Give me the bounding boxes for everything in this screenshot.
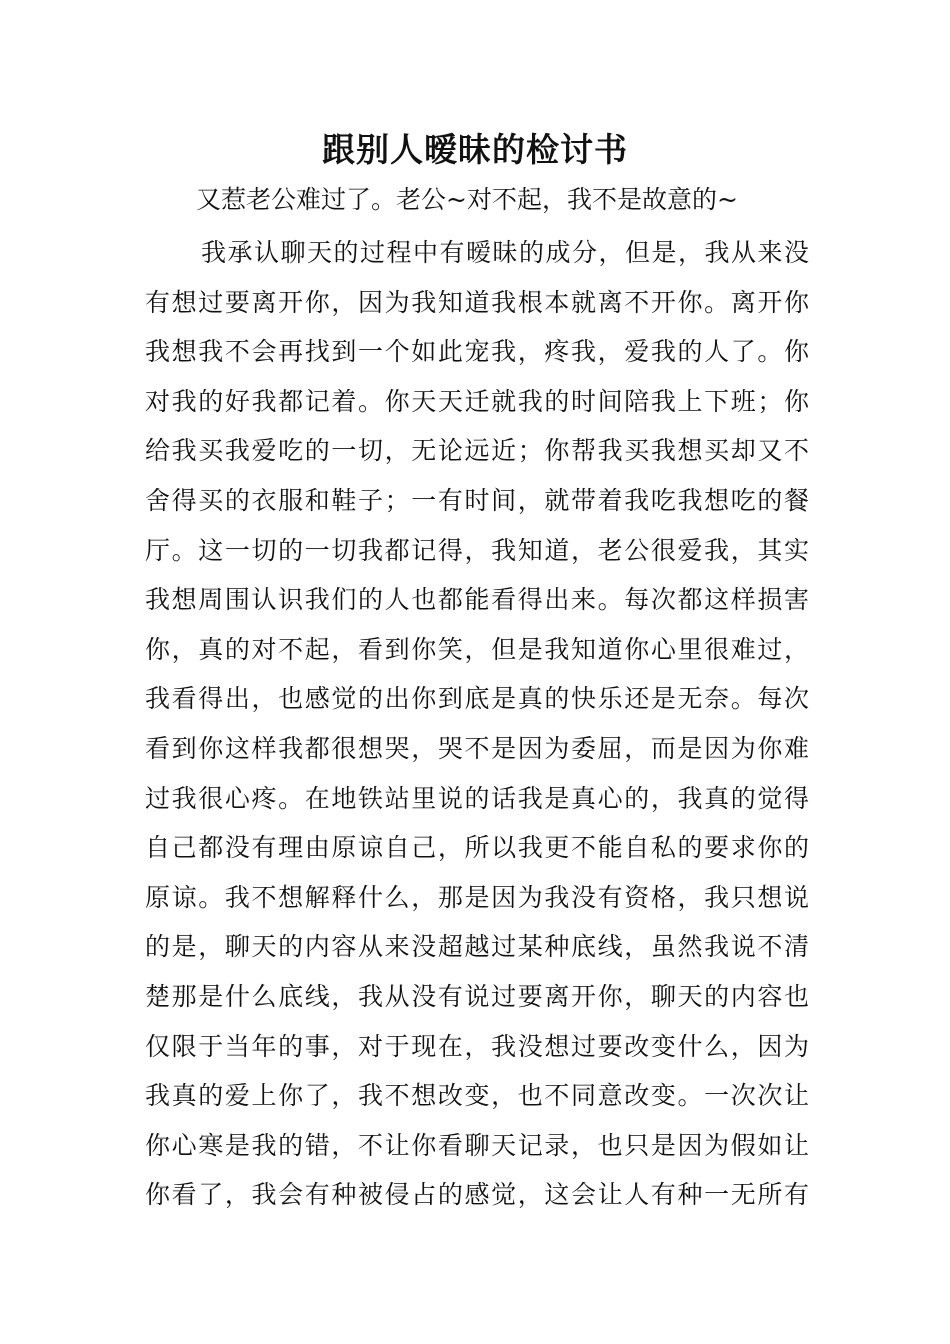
body-line: 楚那是什么底线，我从没有说过要离开你，聊天的内容也	[145, 981, 809, 1011]
document-body	[145, 228, 809, 1220]
body-line: 有想过要离开你，因为我知道我根本就离不开你。离开你	[145, 287, 809, 317]
document-subtitle: 又惹老公难过了。老公~对不起，我不是故意的~	[196, 185, 738, 214]
body-line: 我真的爱上你了，我不想改变，也不同意改变。一次次让	[145, 1081, 809, 1111]
body-line: 自己都没有理由原谅自己，所以我更不能自私的要求你的	[145, 833, 809, 863]
body-line: 我想周围认识我们的人也都能看得出来。每次都这样损害	[145, 585, 809, 615]
body-line: 过我很心疼。在地铁站里说的话我是真心的，我真的觉得	[145, 783, 809, 813]
body-line: 我想我不会再找到一个如此宠我，疼我，爱我的人了。你	[145, 337, 809, 367]
body-line: 对我的好我都记着。你天天迁就我的时间陪我上下班；你	[145, 386, 809, 416]
body-line: 舍得买的衣服和鞋子；一有时间，就带着我吃我想吃的餐	[145, 485, 809, 515]
body-line: 你，真的对不起，看到你笑，但是我知道你心里很难过，	[145, 634, 809, 664]
body-line: 仅限于当年的事，对于现在，我没想过要改变什么，因为	[145, 1031, 809, 1061]
body-line: 你心寒是我的错，不让你看聊天记录，也只是因为假如让	[145, 1130, 809, 1160]
body-line: 看到你这样我都很想哭，哭不是因为委屈，而是因为你难	[145, 733, 809, 763]
body-line: 我看得出，也感觉的出你到底是真的快乐还是无奈。每次	[145, 684, 809, 714]
body-line: 给我买我爱吃的一切，无论远近；你帮我买我想买却又不	[145, 436, 809, 466]
body-line: 的是，聊天的内容从来没超越过某种底线，虽然我说不清	[145, 932, 809, 962]
body-line: 厅。这一切的一切我都记得，我知道，老公很爱我，其实	[145, 535, 809, 565]
body-line: 原谅。我不想解释什么，那是因为我没有资格，我只想说	[145, 882, 809, 912]
body-line: 你看了，我会有种被侵占的感觉，这会让人有种一无所有	[145, 1180, 809, 1210]
body-line: 我承认聊天的过程中有暧昧的成分，但是，我从来没	[201, 238, 809, 267]
document-title: 跟别人暧昧的检讨书	[322, 130, 628, 169]
